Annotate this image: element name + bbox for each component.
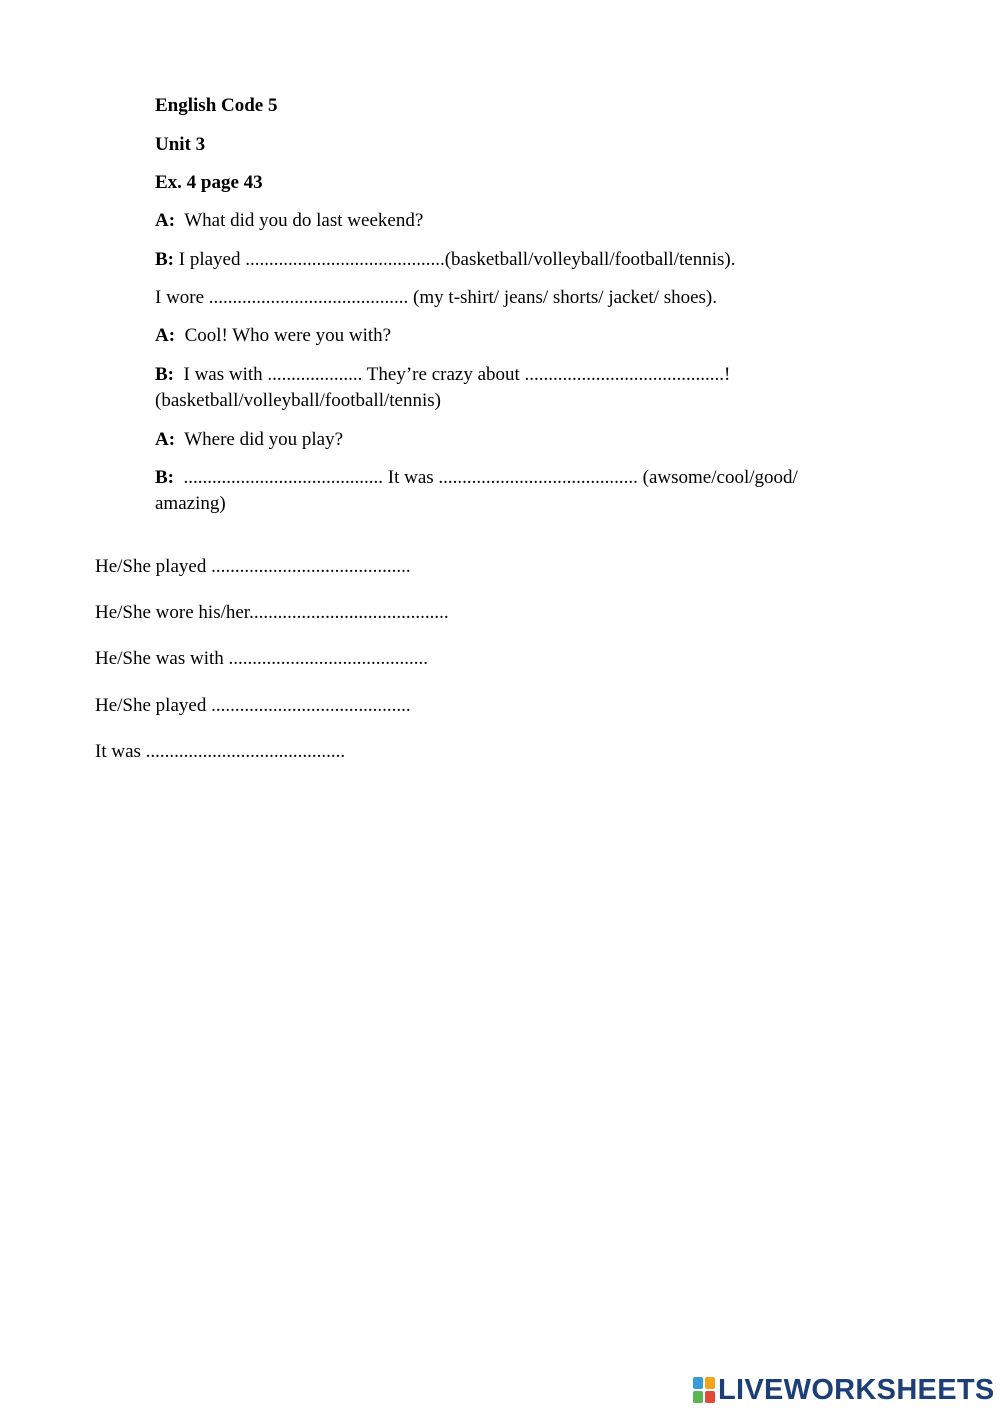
dialogue-line xyxy=(155,323,391,349)
speaker-label: A: xyxy=(155,429,176,450)
dialogue-line xyxy=(155,247,735,273)
dialogue-line xyxy=(155,362,855,414)
dialogue-line xyxy=(155,285,717,311)
dialogue-text: I wore .......................................... (my t-shirt/ jeans/ shorts/ jacket/ shoes). xyxy=(155,287,718,308)
summary-line: He/She was with .......................................... xyxy=(95,648,429,669)
dialogue-text: I was with .................... They’re crazy about ..........................................! (basketball/volleyball/football/tennis) xyxy=(155,364,731,411)
dialogue-text: Cool! Who were you with? xyxy=(184,325,392,346)
dialogue-line xyxy=(155,427,343,453)
speaker-label: B: xyxy=(155,364,174,385)
speaker-label: B: xyxy=(155,467,174,488)
dialogue-text: Where did you play? xyxy=(184,429,344,450)
logo-text: LIVEWORKSHEETS xyxy=(718,1374,995,1406)
speaker-label: A: xyxy=(155,210,176,231)
logo-square-v xyxy=(693,1391,703,1403)
course-title: English Code 5 xyxy=(155,95,278,116)
liveworksheets-logo xyxy=(693,1375,995,1405)
summary-line: He/She played .......................................... xyxy=(95,695,411,716)
logo-square-i xyxy=(705,1377,715,1389)
summary-line: He/She wore his/her.......................................... xyxy=(95,602,449,623)
unit-title: Unit 3 xyxy=(155,134,206,155)
exercise-title: Ex. 4 page 43 xyxy=(155,172,263,193)
logo-square-e xyxy=(705,1391,715,1403)
dialogue-text: .......................................... It was .......................................... (awsome/cool/good/ amazing) xyxy=(155,467,798,514)
summary-line: He/She played .......................................... xyxy=(95,556,411,577)
speaker-label: B: xyxy=(155,249,174,270)
summary-line: It was .......................................... xyxy=(95,741,346,762)
speaker-label: A: xyxy=(155,325,176,346)
logo-square-l xyxy=(693,1377,703,1389)
dialogue-text: What did you do last weekend? xyxy=(184,210,424,231)
dialogue-text: I played ..........................................(basketball/volleyball/football/tennis). xyxy=(178,249,736,270)
dialogue-line xyxy=(155,208,423,234)
dialogue-line xyxy=(155,465,855,517)
logo-mark-icon xyxy=(693,1377,715,1403)
